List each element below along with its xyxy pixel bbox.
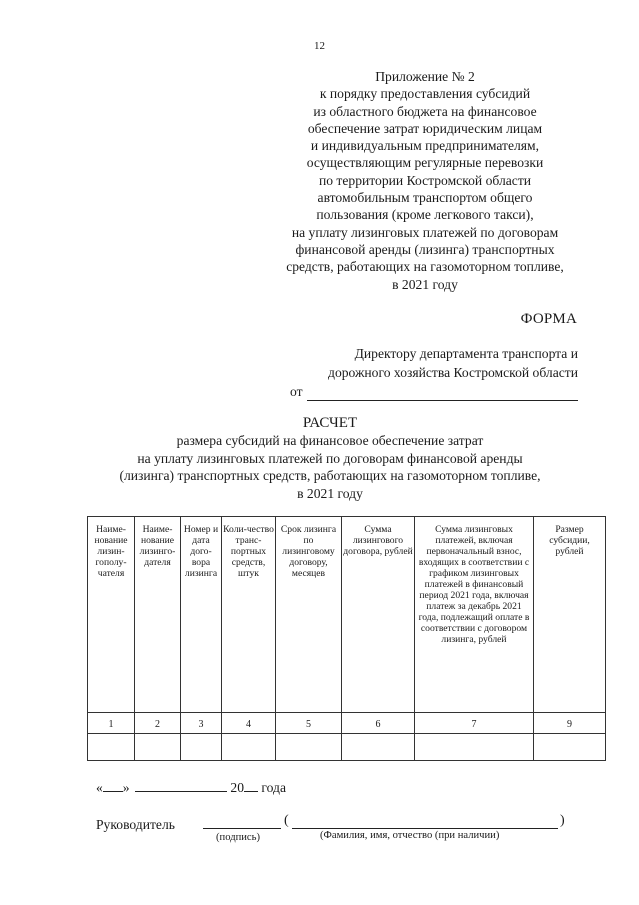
- calculation-subtitle: [0, 432, 639, 502]
- appendix-line: автомобильным транспортом общего: [317, 190, 533, 206]
- header-lease-term: Срок лизинга по лизинговому договору, месяцев: [276, 517, 342, 713]
- table-cell[interactable]: [534, 734, 606, 761]
- column-number: 1: [88, 713, 135, 734]
- signature-caption: (подпись): [216, 832, 260, 843]
- name-close-paren: ): [560, 813, 565, 828]
- name-open-paren: (: [284, 813, 289, 828]
- calculation-subtitle-line: в 2021 году: [297, 485, 363, 501]
- year-prefix: 20: [230, 780, 244, 795]
- table-cell[interactable]: [342, 734, 415, 761]
- column-number: 6: [342, 713, 415, 734]
- form-label: ФОРМА: [520, 311, 577, 327]
- from-blank-line[interactable]: [307, 387, 578, 401]
- appendix-line: финансовой аренды (лизинга) транспортных: [295, 241, 555, 257]
- date-line: [96, 779, 286, 796]
- addressee-block: [290, 344, 578, 401]
- addressee-line-1: Директору департамента транспорта и: [354, 346, 578, 361]
- header-contract-number-date: Номер и дата дого-вора лизинга: [181, 517, 222, 713]
- month-blank[interactable]: [135, 779, 227, 792]
- appendix-line: и индивидуальным предпринимателям,: [310, 138, 540, 154]
- table-row: [88, 713, 606, 734]
- column-number: 3: [181, 713, 222, 734]
- day-blank[interactable]: [103, 779, 123, 792]
- column-number: 9: [534, 713, 606, 734]
- table-row[interactable]: [88, 734, 606, 761]
- appendix-line: обеспечение затрат юридическим лицам: [307, 120, 543, 136]
- from-field[interactable]: [290, 382, 578, 401]
- table-cell[interactable]: [181, 734, 222, 761]
- appendix-line: осуществляющим регулярные перевозки: [306, 155, 544, 171]
- signature-label: Руководитель: [96, 817, 175, 832]
- appendix-header: [250, 68, 600, 293]
- date-close-quote: »: [122, 780, 130, 795]
- calculation-subtitle-line: на уплату лизинговых платежей по договорам финансовой аренды: [137, 450, 523, 466]
- appendix-line: средств, работающих на газомоторном топливе,: [286, 259, 564, 275]
- table-header-row: [88, 517, 606, 713]
- calculation-subtitle-line: размера субсидий на финансовое обеспечение затрат: [176, 433, 484, 448]
- calculation-subtitle-line: (лизинга) транспортных средств, работающих на газомоторном топливе,: [119, 468, 541, 483]
- header-lessee-name: Наиме-нование лизин-гополу-чателя: [88, 517, 135, 713]
- appendix-line: Приложение № 2: [375, 69, 475, 84]
- column-number: 4: [222, 713, 276, 734]
- name-caption: (Фамилия, имя, отчество (при наличии): [320, 830, 500, 841]
- header-subsidy-amount: Размер субсидии, рублей: [534, 517, 606, 713]
- name-blank[interactable]: [292, 814, 558, 829]
- year-suffix: года: [261, 780, 286, 795]
- table-cell[interactable]: [415, 734, 534, 761]
- header-vehicle-count: Коли-чество транс-портных средств, штук: [222, 517, 276, 713]
- addressee-line-2: дорожного хозяйства Костромской области: [328, 365, 578, 380]
- appendix-line: в 2021 году: [392, 276, 458, 292]
- year-blank[interactable]: [244, 779, 258, 792]
- signature-blank[interactable]: [203, 814, 281, 829]
- table-cell[interactable]: [88, 734, 135, 761]
- page-number: 12: [314, 40, 325, 52]
- header-lease-payments-amount: Сумма лизинговых платежей, включая первоначальный взнос, входящих в соответствии с графиком лизинговых платежей в финансовый период 2021 года, включая платеж за декабрь 2021 года, подлежащий оплате в соответствии с договором лизинга, рублей: [415, 517, 534, 713]
- from-label: от: [290, 384, 303, 399]
- date-open-quote: «: [96, 780, 103, 795]
- column-number: 2: [135, 713, 181, 734]
- appendix-line: из областного бюджета на финансовое: [313, 103, 537, 119]
- appendix-line: на уплату лизинговых платежей по договорам: [291, 224, 559, 240]
- appendix-line: пользования (кроме легкового такси),: [316, 207, 534, 223]
- column-number: 5: [276, 713, 342, 734]
- column-number: 7: [415, 713, 534, 734]
- appendix-line: к порядку предоставления субсидий: [319, 86, 531, 102]
- subsidy-calculation-table: [87, 516, 606, 761]
- table-cell[interactable]: [135, 734, 181, 761]
- table-cell[interactable]: [276, 734, 342, 761]
- header-contract-amount: Сумма лизингового договора, рублей: [342, 517, 415, 713]
- header-lessor-name: Наиме-нование лизинго-дателя: [135, 517, 181, 713]
- table-cell[interactable]: [222, 734, 276, 761]
- calculation-title: РАСЧЕТ: [302, 415, 358, 431]
- appendix-line: по территории Костромской области: [318, 172, 532, 188]
